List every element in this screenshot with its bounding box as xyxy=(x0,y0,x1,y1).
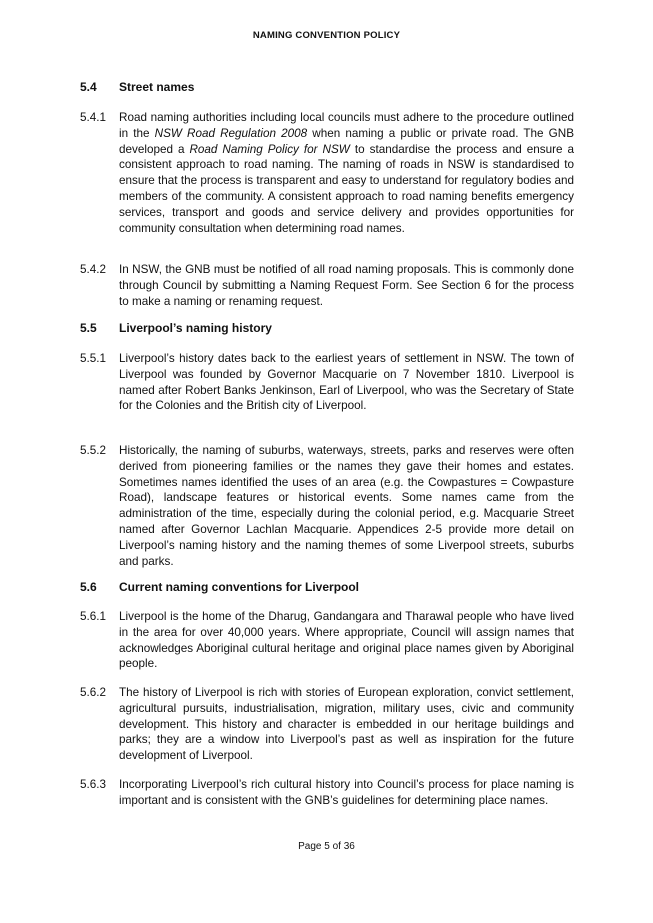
paragraph-number: 5.5.1 xyxy=(80,352,106,365)
page-footer: Page 5 of 36 xyxy=(298,841,355,852)
paragraph-5-4-2 xyxy=(80,262,574,309)
text-run: to standardise the process and ensure a consistent approach to road naming. The naming of roads in NSW is standardised to ensure that the process is transparent and easy to understand for regulatory bodies and members of the community. A consistent approach to road naming benefits emergency services, transport and goods and service delivery and provides opportunities for community consultation when determining road names. xyxy=(119,142,574,235)
paragraph-5-6-1 xyxy=(80,609,574,672)
section-number: 5.5 xyxy=(80,321,97,335)
section-heading-5-6 xyxy=(80,580,359,594)
text-run: Incorporating Liverpool’s rich cultural history into Council’s process for place naming is important and is consistent with the GNB’s guidelines for determining place names. xyxy=(119,778,574,807)
paragraph-number: 5.6.1 xyxy=(80,610,106,623)
section-heading-5-4 xyxy=(80,80,194,94)
page-header: NAMING CONVENTION POLICY xyxy=(252,30,401,41)
paragraph-5-4-1 xyxy=(80,110,574,236)
paragraph-5-5-1 xyxy=(80,351,574,414)
paragraph-number: 5.6.3 xyxy=(80,778,106,791)
paragraph-text xyxy=(119,443,574,569)
paragraph-text xyxy=(119,777,574,809)
italic-run: Road Naming Policy for NSW xyxy=(189,142,350,156)
paragraph-text xyxy=(119,110,574,236)
paragraph-text xyxy=(119,351,574,414)
section-title: Current naming conventions for Liverpool xyxy=(119,580,360,594)
paragraph-number: 5.4.2 xyxy=(80,263,106,276)
paragraph-number: 5.4.1 xyxy=(80,111,106,124)
text-run: Liverpool’s history dates back to the earliest years of settlement in NSW. The town of Liverpool was founded by Governor Macquarie on 7 November 1810. Liverpool is named after Robert Banks Jenkinson, Earl of Liverpool, who was the Secretary of State for the Colonies and the British city of Liverpool. xyxy=(119,352,574,413)
section-heading-5-5 xyxy=(80,321,272,335)
text-run: In NSW, the GNB must be notified of all road naming proposals. This is commonly done through Council by submitting a Naming Request Form. See Section 6 for the process to make a naming or renaming request. xyxy=(119,263,574,308)
text-run: Liverpool is the home of the Dharug, Gandangara and Tharawal people who have lived in the area for over 40,000 years. Where appropriate, Council will assign names that acknowledges Aboriginal cultural heritage and original place names given by Aboriginal people. xyxy=(119,610,574,671)
text-run: Historically, the naming of suburbs, waterways, streets, parks and reserves were often derived from pioneering families or the names they gave their homes and estates. Sometimes names identified the uses of an area (e.g. the Cowpastures = Cowpasture Road), landscape features or historical events. Some names came from the administration of the time, especially during the colonial period, e.g. Macquarie Street named after Governor Lachlan Macquarie. Appendices 2-5 provide more detail on Liverpool’s naming history and the naming themes of some Liverpool streets, suburbs and parks. xyxy=(119,444,574,568)
section-title: Street names xyxy=(119,80,195,94)
italic-run: NSW Road Regulation 2008 xyxy=(154,126,308,140)
text-run: when naming a public or private road. The GNB developed a xyxy=(119,126,575,156)
section-number: 5.6 xyxy=(80,580,97,594)
text-run: The history of Liverpool is rich with stories of European exploration, convict settlement, agricultural pursuits, industrialisation, migration, military uses, civic and community development. This history and character is embedded in our heritage buildings and parks; they are a window into Liverpool’s past as well as inspiration for the future development of Liverpool. xyxy=(119,686,574,763)
section-title: Liverpool’s naming history xyxy=(119,321,272,335)
paragraph-number: 5.6.2 xyxy=(80,686,106,699)
section-number: 5.4 xyxy=(80,80,97,94)
paragraph-text xyxy=(119,262,574,309)
paragraph-text xyxy=(119,609,574,672)
paragraph-5-6-3 xyxy=(80,777,574,809)
paragraph-5-6-2 xyxy=(80,685,574,764)
paragraph-number: 5.5.2 xyxy=(80,444,106,457)
paragraph-text xyxy=(119,685,574,764)
paragraph-5-5-2 xyxy=(80,443,574,569)
text-run: Road naming authorities including local councils must adhere to the procedure outlined in the xyxy=(119,111,574,140)
